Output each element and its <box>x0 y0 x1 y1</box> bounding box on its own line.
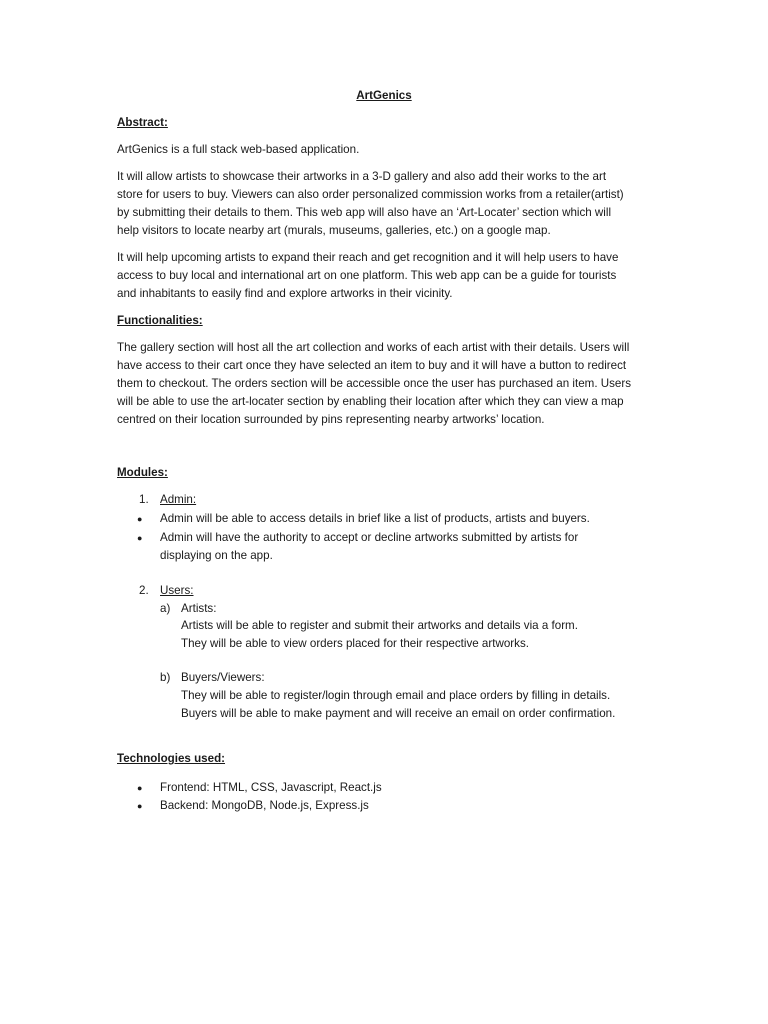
bullet-icon: ● <box>137 783 143 793</box>
abstract-para2-line: help visitors to locate nearby art (murals, museums, galleries, etc.) on a google map. <box>117 224 551 237</box>
bullet-icon: ● <box>137 533 143 543</box>
abstract-para3-line: access to buy local and international art on one platform. This web app can be a guide for tourists <box>117 269 617 282</box>
abstract-para2-line: It will allow artists to showcase their artworks in a 3-D gallery and also add their works to the art <box>117 170 607 183</box>
technologies-heading: Technologies used: <box>117 752 226 765</box>
buyers-line: Buyers will be able to make payment and will receive an email on order confirmation. <box>181 707 616 720</box>
functionalities-line: them to checkout. The orders section will be accessible once the user has purchased an item. Users <box>117 377 632 390</box>
admin-bullet2-line: displaying on the app. <box>160 549 273 562</box>
artists-line: Artists will be able to register and submit their artworks and details via a form. <box>181 619 578 632</box>
tech-item-backend: Backend: MongoDB, Node.js, Express.js <box>160 799 369 812</box>
bullet-icon: ● <box>137 801 143 811</box>
functionalities-line: centred on their location surrounded by pins representing nearby artworks’ location. <box>117 413 545 426</box>
functionalities-line: will be able to use the art-locater section by enabling their location after which they can view a map <box>117 395 624 408</box>
buyers-line: They will be able to register/login through email and place orders by filling in details. <box>181 689 611 702</box>
abstract-para2-line: by submitting their details to them. This web app will also have an ‘Art-Locater’ section which will <box>117 206 612 219</box>
artists-line: They will be able to view orders placed for their respective artworks. <box>181 637 529 650</box>
buyers-marker: b) <box>160 671 171 684</box>
abstract-heading: Abstract: <box>117 116 168 129</box>
functionalities-line: have access to their cart once they have selected an item to buy and it will have a button to redirect <box>117 359 627 372</box>
abstract-para1: ArtGenics is a full stack web-based application. <box>117 143 360 156</box>
artists-marker: a) <box>160 602 171 615</box>
abstract-para2-line: store for users to buy. Viewers can also order personalized commission works from a retailer(artist) <box>117 188 624 201</box>
buyers-label: Buyers/Viewers: <box>181 671 265 684</box>
tech-item-frontend: Frontend: HTML, CSS, Javascript, React.js <box>160 781 382 794</box>
functionalities-line: The gallery section will host all the art collection and works of each artist with their details. Users will <box>117 341 630 354</box>
admin-label: Admin: <box>160 493 197 506</box>
abstract-para3-line: It will help upcoming artists to expand their reach and get recognition and it will help users to have <box>117 251 619 264</box>
modules-heading: Modules: <box>117 466 168 479</box>
artists-label: Artists: <box>181 602 217 615</box>
users-label: Users: <box>160 584 194 597</box>
users-number: 2. <box>139 584 149 597</box>
admin-number: 1. <box>139 493 149 506</box>
functionalities-heading: Functionalities: <box>117 314 203 327</box>
abstract-para3-line: and inhabitants to easily find and explore artworks in their vicinity. <box>117 287 453 300</box>
bullet-icon: ● <box>137 514 143 524</box>
document-title: ArtGenics <box>356 89 412 102</box>
admin-bullet2-line: Admin will have the authority to accept or decline artworks submitted by artists for <box>160 531 579 544</box>
admin-bullet1: Admin will be able to access details in brief like a list of products, artists and buyers. <box>160 512 590 525</box>
